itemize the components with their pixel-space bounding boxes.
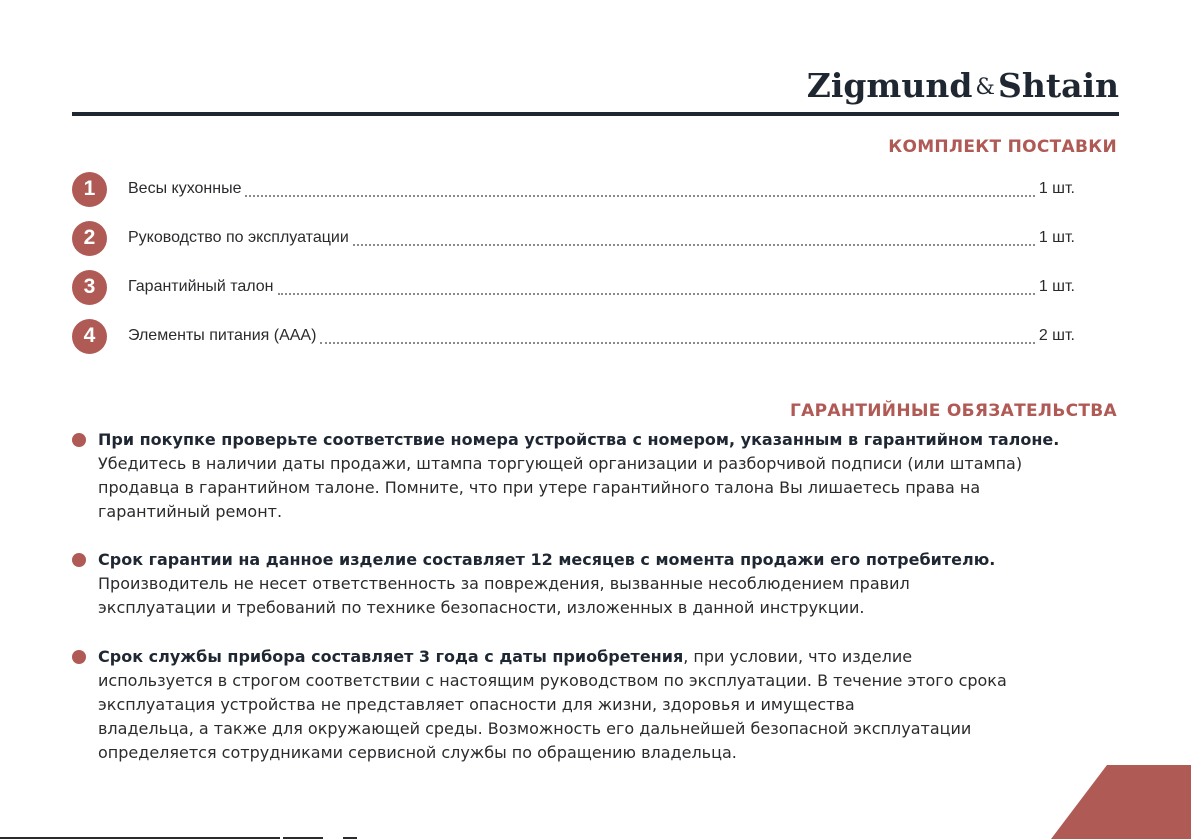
kit-item-qty: 2 шт. xyxy=(1038,327,1075,344)
warranty-item-line: определяется сотрудниками сервисной службы по обращению владельца. xyxy=(98,743,737,762)
kit-item-number: 2 xyxy=(72,221,107,256)
kit-item-label: Элементы питания (ААА) xyxy=(128,327,317,344)
warranty-item-line: эксплуатация устройства не представляет опасности для жизни, здоровья и имущества xyxy=(98,695,855,714)
kit-item xyxy=(72,318,1075,354)
kit-item xyxy=(72,269,1075,305)
kit-item xyxy=(72,171,1075,207)
warranty-item-line: Убедитесь в наличии даты продажи, штампа торгующей организации и разборчивой подписи (или штампа) xyxy=(98,454,1023,473)
warranty-item xyxy=(72,645,1112,765)
warranty-item-line: эксплуатации и требований по технике безопасности, изложенных в данной инструкции. xyxy=(98,598,865,617)
dot-leader xyxy=(278,292,1035,295)
warranty-item-heading: Срок службы прибора составляет 3 года с даты приобретения xyxy=(98,647,684,666)
dot-leader xyxy=(320,341,1034,344)
bullet-icon xyxy=(72,433,86,447)
warranty-item-line: используется в строгом соответствии с настоящим руководством по эксплуатации. В течение этого срока xyxy=(98,671,1007,690)
warranty-section-title: ГАРАНТИЙНЫЕ ОБЯЗАТЕЛЬСТВА xyxy=(790,401,1117,421)
kit-item-number: 3 xyxy=(72,270,107,305)
warranty-item-line: владельца, а также для окружающей среды. Возможность его дальнейшей безопасной эксплуатации xyxy=(98,719,972,738)
dot-leader xyxy=(353,243,1035,246)
warranty-item-line: Производитель не несет ответственность за повреждения, вызванные несоблюдением правил xyxy=(98,574,910,593)
brand-name-part2: Shtain xyxy=(998,66,1119,105)
header-divider xyxy=(72,112,1119,116)
kit-item-number: 1 xyxy=(72,172,107,207)
kit-item-qty: 1 шт. xyxy=(1038,229,1075,246)
warranty-item-line: продавца в гарантийном талоне. Помните, что при утере гарантийного талона Вы лишаетесь права на xyxy=(98,478,981,497)
kit-item-label: Руководство по эксплуатации xyxy=(128,229,349,246)
kit-item-label: Весы кухонные xyxy=(128,180,242,197)
bullet-icon xyxy=(72,650,86,664)
kit-item-label: Гарантийный талон xyxy=(128,278,274,295)
kit-item xyxy=(72,220,1075,256)
warranty-item xyxy=(72,548,1112,620)
warranty-item-line: гарантийный ремонт. xyxy=(98,502,283,521)
warranty-item-heading: Срок гарантии на данное изделие составляет 12 месяцев с момента продажи его потребителю. xyxy=(98,550,996,569)
warranty-item-heading-tail: , при условии, что изделие xyxy=(683,647,913,666)
brand-ampersand: & xyxy=(975,75,996,100)
kit-item-qty: 1 шт. xyxy=(1038,180,1075,197)
kit-section-title: КОМПЛЕКТ ПОСТАВКИ xyxy=(888,137,1117,157)
kit-item-number: 4 xyxy=(72,319,107,354)
warranty-item xyxy=(72,428,1112,524)
dot-leader xyxy=(245,194,1034,197)
corner-decoration xyxy=(1051,765,1191,839)
kit-item-qty: 1 шт. xyxy=(1038,278,1075,295)
brand-logo xyxy=(807,66,1119,105)
bullet-icon xyxy=(72,553,86,567)
warranty-item-heading: При покупке проверьте соответствие номера устройства с номером, указанным в гарантийном талоне. xyxy=(98,430,1060,449)
brand-name-part1: Zigmund xyxy=(806,66,973,105)
